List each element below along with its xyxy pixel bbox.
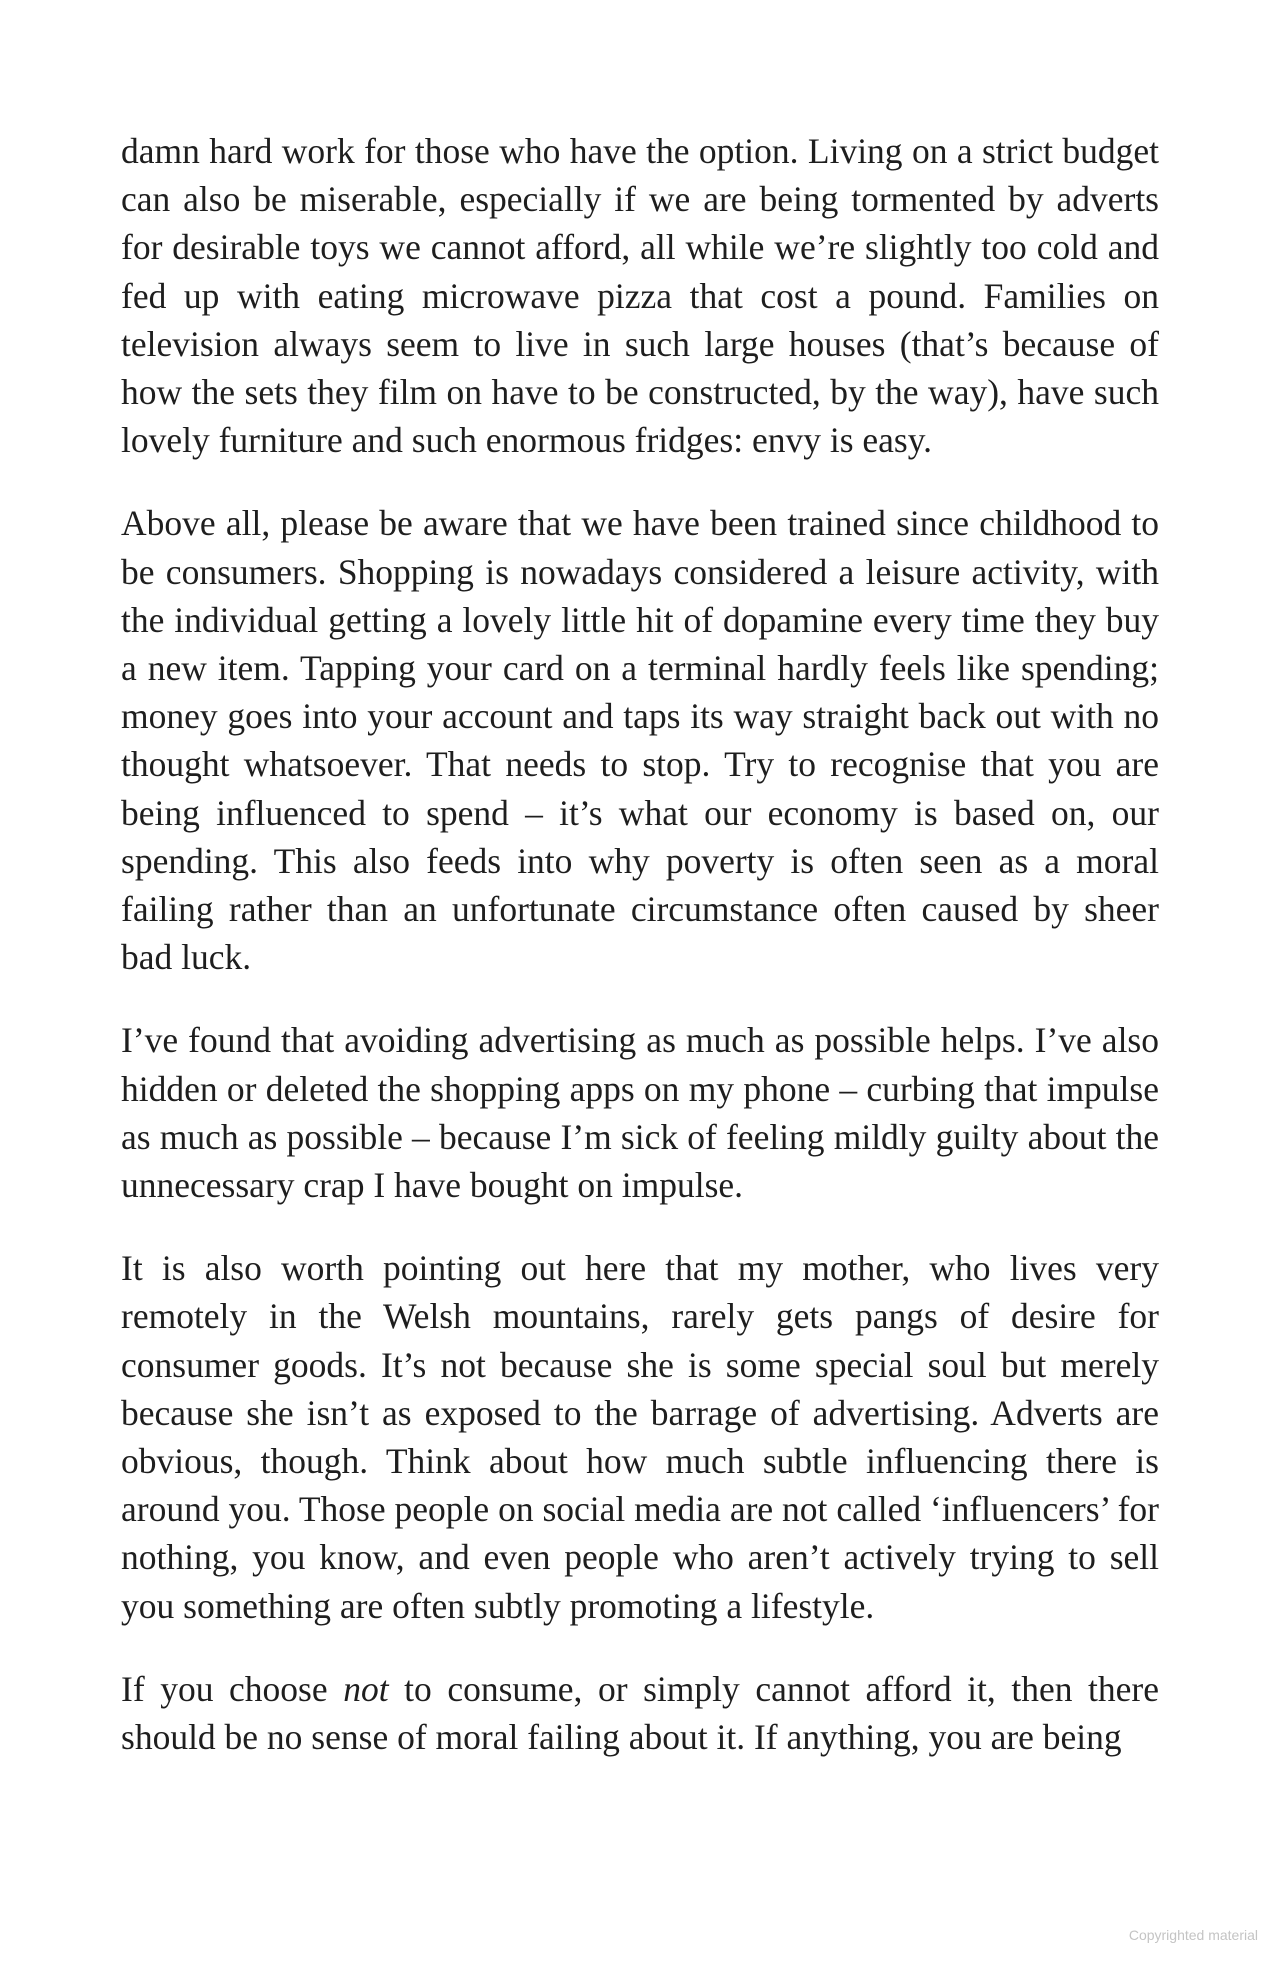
paragraph-1: damn hard work for those who have the option. Living on a strict budget can also be miserable, especially if we are being tormented by adverts for desirable toys we cannot afford, all while we’re slightly too cold and fed up with eating microwave pizza that cost a pound. Families on television always seem to live in such large houses (that’s because of how the sets they film on have to be constructed, by the way), have such lovely furniture and such enormous fridges: envy is easy. xyxy=(121,131,1159,461)
paragraph-5-rest: to consume, or simply cannot afford it, then there should be no sense of moral failing about it. If anything, you are being xyxy=(121,1668,1159,1758)
paragraph-2: Above all, please be aware that we have been trained since childhood to be consumers. Shopping is nowadays considered a leisure activity, with the individual getting a lovely little hit of dopamine every time they buy a new item. Tapping your card on a terminal hardly feels like spending; money goes into your account and taps its way straight back out with no thought whatsoever. That needs to stop. Try to recognise that you are being influenced to spend – it’s what our economy is based on, our spending. This also feeds into why poverty is often seen as a moral failing rather than an unfortunate circumstance often caused by sheer bad luck. xyxy=(121,503,1159,978)
paragraph-5-lead: If you choose xyxy=(121,1668,344,1709)
paragraph-3: I’ve found that avoiding advertising as much as possible helps. I’ve also hidden or deleted the shopping apps on my phone – curbing that impulse as much as possible – because I’m sick of feeling mildly guilty about the unnecessary crap I have bought on impulse. xyxy=(121,1020,1159,1206)
copyright-watermark: Copyrighted material xyxy=(1128,1927,1258,1943)
emphasis-not: not xyxy=(343,1668,389,1709)
paragraph-5 xyxy=(121,1665,1159,1761)
paragraph-4: It is also worth pointing out here that my mother, who lives very remotely in the Welsh mountains, rarely gets pangs of desire for consumer goods. It’s not because she is some special soul but merely because she isn’t as exposed to the barrage of advertising. Adverts are obvious, though. Think about how much subtle influencing there is around you. Those people on social media are not called ‘influencers’ for nothing, you know, and even people who aren’t actively trying to sell you something are often subtly promoting a lifestyle. xyxy=(121,1248,1159,1626)
page-body xyxy=(121,127,1159,1761)
